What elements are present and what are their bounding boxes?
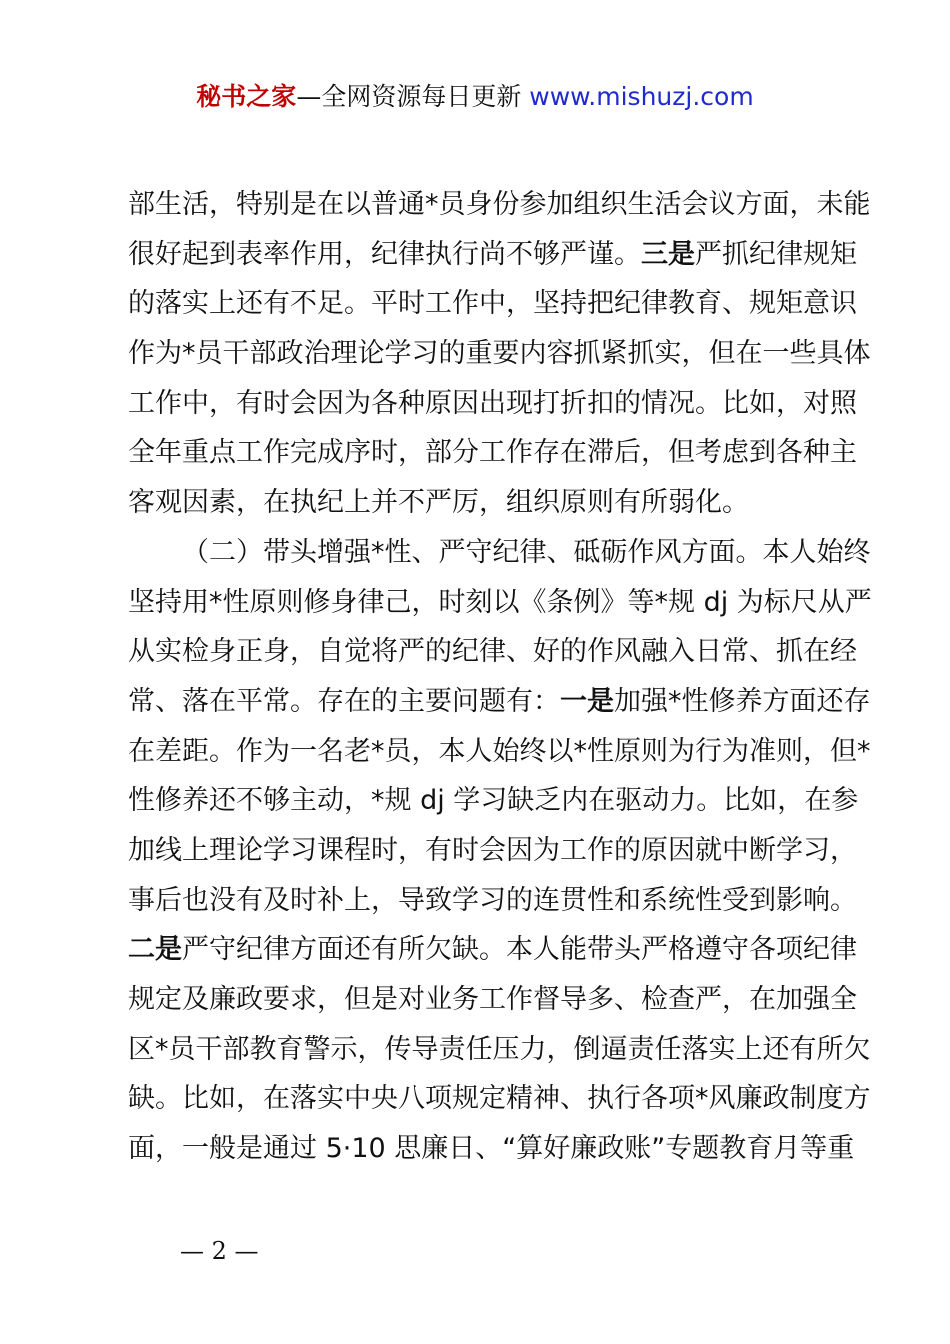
page-number: — 2 — xyxy=(180,1237,259,1265)
text-line: 面，一般是通过 5·10 思廉日、“算好廉政账”专题教育月等重 xyxy=(128,1133,855,1165)
text-line: 部生活，特别是在以普通*员身份参加组织生活会议方面，未能 xyxy=(128,189,871,220)
text-line: 的落实上还有不足。平时工作中，坚持把纪律教育、规矩意识 xyxy=(128,288,857,320)
site-header xyxy=(0,80,950,114)
text-line: 坚持用*性原则修身律己，时刻以《条例》等*规 dj 为标尺从严 xyxy=(128,586,872,618)
bold-marker: 一是 xyxy=(560,685,614,717)
text-line: 在差距。作为一名老*员，本人始终以*性原则为行为准则，但* xyxy=(128,735,871,767)
section-heading-line: （二）带头增强*性、严守纪律、砥砺作风方面。本人始终 xyxy=(182,536,871,568)
text-line: 客观因素，在执纪上并不严厉，组织原则有所弱化。 xyxy=(128,487,749,519)
text-line: 缺。比如，在落实中央八项规定精神、执行各项*风廉政制度方 xyxy=(128,1083,871,1115)
text-line: 常、落在平常。存在的主要问题有：一是加强*性修养方面还存 xyxy=(128,685,871,717)
header-tagline: —全网资源每日更新 xyxy=(296,82,530,111)
text-line: 很好起到表率作用，纪律执行尚不够严谨。三是严抓纪律规矩 xyxy=(128,238,857,270)
text-line: 规定及廉政要求，但是对业务工作督导多、检查严，在加强全 xyxy=(128,984,857,1015)
text-line: 作为*员干部政治理论学习的重要内容抓紧抓实，但在一些具体 xyxy=(128,338,871,370)
text-line: 从实检身正身，自觉将严的纪律、好的作风融入日常、抓在经 xyxy=(128,636,857,668)
text-line: 工作中，有时会因为各种原因出现打折扣的情况。比如，对照 xyxy=(128,387,857,419)
text-line: 区*员干部教育警示，传导责任压力，倒逼责任落实上还有所欠 xyxy=(128,1033,871,1065)
text-line: 全年重点工作完成序时，部分工作存在滞后，但考虑到各种主 xyxy=(128,437,857,469)
document-body xyxy=(128,180,872,1174)
text-line: 加线上理论学习课程时，有时会因为工作的原因就中断学习， xyxy=(128,834,857,866)
text-line: 二是严守纪律方面还有所欠缺。本人能带头严格遵守各项纪律 xyxy=(128,934,857,966)
bold-marker: 三是 xyxy=(641,238,695,270)
header-brand: 秘书之家 xyxy=(196,82,297,111)
header-url-link[interactable]: www.mishuzj.com xyxy=(529,82,754,111)
text-line: 性修养还不够主动，*规 dj 学习缺乏内在驱动力。比如，在参 xyxy=(128,785,859,817)
bold-marker: 二是 xyxy=(128,934,182,966)
text-line: 事后也没有及时补上，导致学习的连贯性和系统性受到影响。 xyxy=(128,884,857,916)
